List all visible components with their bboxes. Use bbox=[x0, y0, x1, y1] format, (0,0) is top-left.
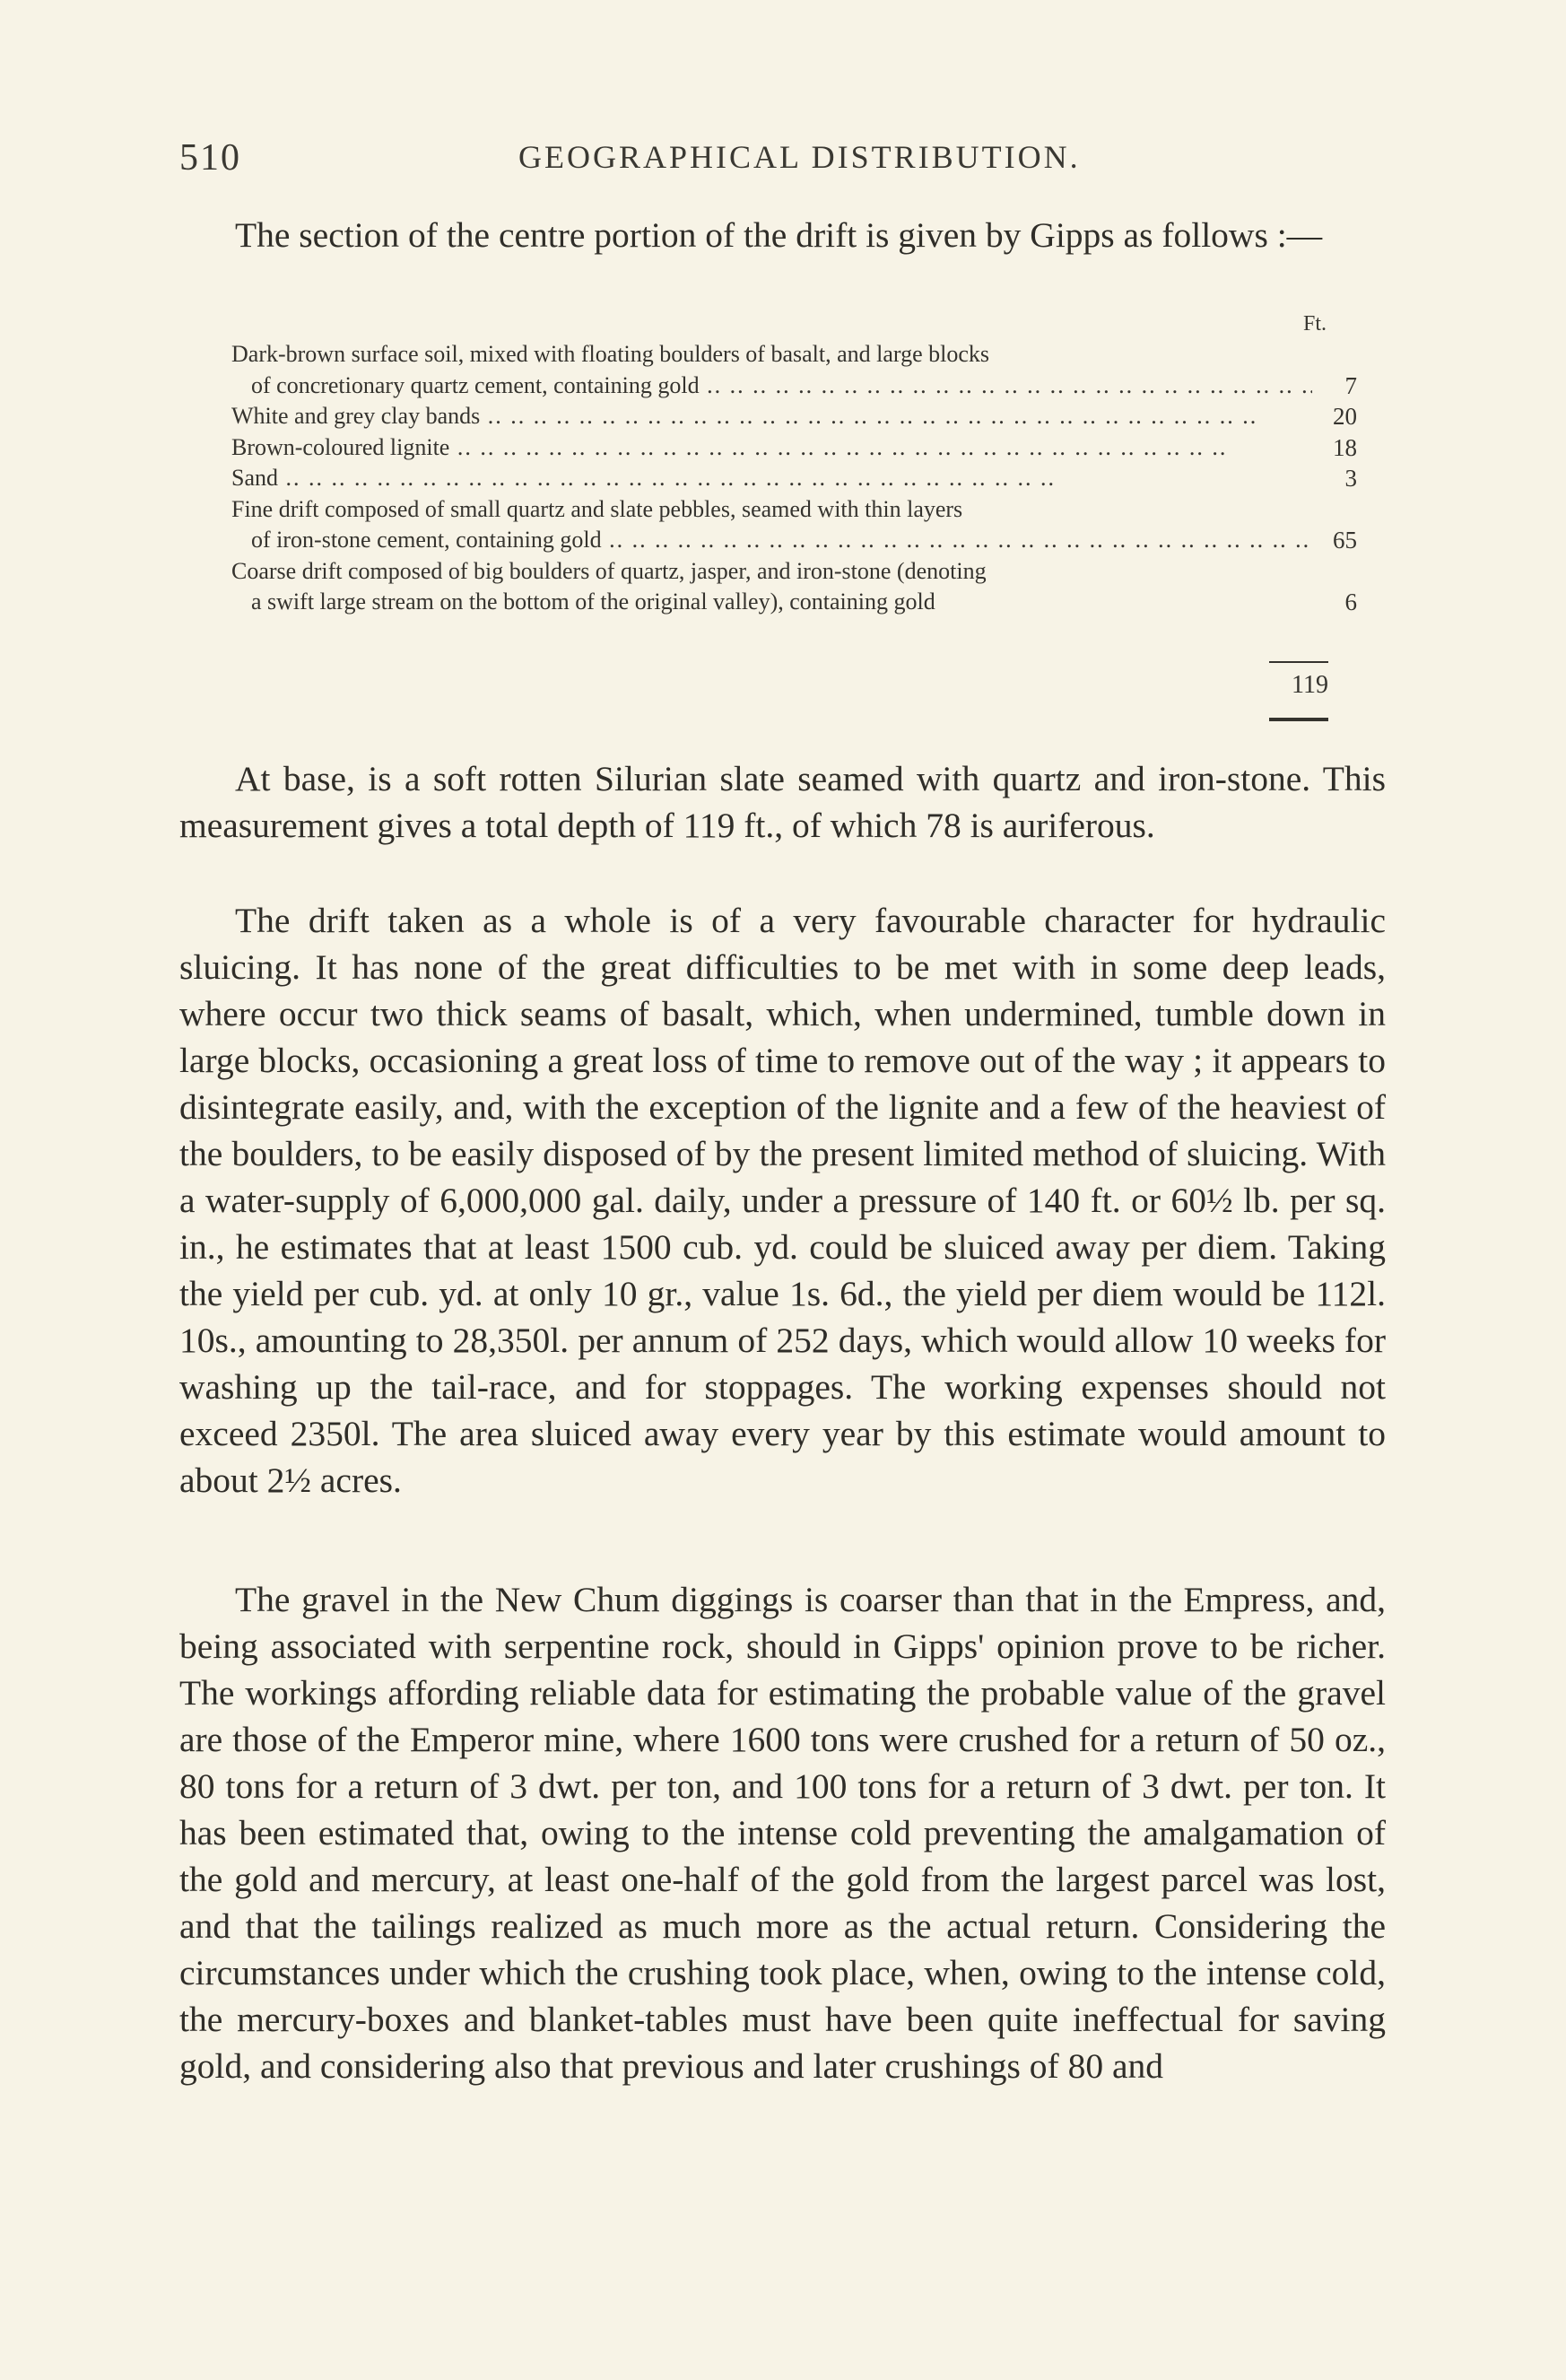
stratum-thickness: 6 bbox=[1344, 588, 1357, 615]
drift-paragraph: The drift taken as a whole is of a very favourable character for hydraulic sluicing. It has none of the great difficulties to be met with in some deep leads, where occur two thick seams of basalt, which, when undermined, tumble down in large blocks, occasioning a great loss of time to remove out of the way ; it appears to disintegrate easily, and, with the exception of the lignite and a few of the heaviest of the boulders, to be easily disposed of by the present limited method of sluicing. With a water-supply of 6,000,000 gal. daily, under a pressure of 140 ft. or 60½ lb. per sq. in., he estimates that at least 1500 cub. yd. could be sluiced away per diem. Taking the yield per cub. yd. at only 10 gr., value 1s. 6d., the yield per diem would be 112l. 10s., amounting to 28,350l. per annum of 252 days, which would allow 10 weeks for washing up the tail-race, and for stoppages. The working expenses should not exceed 2350l. The area sluiced away every year by this estimate would amount to about 2½ acres. bbox=[179, 901, 1386, 1500]
stratum-thickness: 7 bbox=[1344, 371, 1357, 399]
stratum-thickness: 18 bbox=[1333, 433, 1357, 461]
sum-rule bbox=[1269, 661, 1328, 663]
stratum-row bbox=[231, 401, 1357, 432]
stratum-thickness: 3 bbox=[1344, 465, 1357, 492]
stratum-text: Coarse drift composed of big boulders of quartz, jasper, and iron-stone (denoting bbox=[231, 557, 987, 584]
stratum-thickness: 65 bbox=[1333, 527, 1357, 554]
stratum-text: of concretionary quartz cement, containing gold .. .. bbox=[231, 371, 1312, 402]
stratum-row bbox=[231, 432, 1357, 464]
stratum-text: of iron-stone cement, containing gold .. .. bbox=[231, 525, 1312, 556]
stratum-row bbox=[231, 556, 1357, 618]
at-base-paragraph: At base, is a soft rotten Silurian slate seamed with quartz and iron-stone. This measurement gives a total depth of 119 ft., of which 78 is auriferous. bbox=[179, 759, 1386, 845]
total-thickness: 119 bbox=[1292, 671, 1328, 699]
stratum-text: Fine drift composed of small quartz and slate pebbles, seamed with thin layers bbox=[231, 495, 963, 522]
stratum-text: a swift large stream on the bottom of the original valley), containing gold bbox=[251, 588, 935, 615]
stratum-row bbox=[231, 494, 1357, 556]
stratum-thickness: 20 bbox=[1333, 403, 1357, 430]
feet-column-label: Ft. bbox=[1303, 312, 1327, 336]
page-number: 510 bbox=[179, 137, 241, 179]
stratum-row bbox=[231, 463, 1357, 494]
stratum-row bbox=[231, 339, 1357, 401]
stratum-text: Dark-brown surface soil, mixed with floating boulders of basalt, and large blocks bbox=[231, 341, 990, 367]
running-title: GEOGRAPHICAL DISTRIBUTION. bbox=[518, 139, 1081, 175]
section-table bbox=[231, 339, 1357, 618]
stratum-text: Sand .. .. bbox=[231, 463, 1312, 494]
stratum-text: White and grey clay bands .. .. bbox=[231, 401, 1312, 432]
end-rule bbox=[1269, 718, 1328, 721]
gravel-paragraph: The gravel in the New Chum diggings is coarser than that in the Empress, and, being associated with serpentine rock, should in Gipps' opinion prove to be richer. The workings affording reliable data for estimating the probable value of the gravel are those of the Emperor mine, where 1600 tons were crushed for a return of 50 oz., 80 tons for a return of 3 dwt. per ton, and 100 tons for a return of 3 dwt. per ton. It has been estimated that, owing to the intense cold preventing the amalgamation of the gold and mercury, at least one-half of the gold from the largest parcel was lost, and that the tailings realized as much more as the actual return. Considering the circumstances under which the crushing took place, when, owing to the intense cold, the mercury-boxes and blanket-tables must have been quite ineffectual for saving gold, and considering also that previous and later crushings of 80 and bbox=[179, 1580, 1386, 2086]
intro-paragraph: The section of the centre portion of the drift is given by Gipps as follows :— bbox=[235, 215, 1323, 255]
stratum-text: Brown-coloured lignite .. .. bbox=[231, 432, 1312, 464]
running-head bbox=[179, 136, 1386, 179]
